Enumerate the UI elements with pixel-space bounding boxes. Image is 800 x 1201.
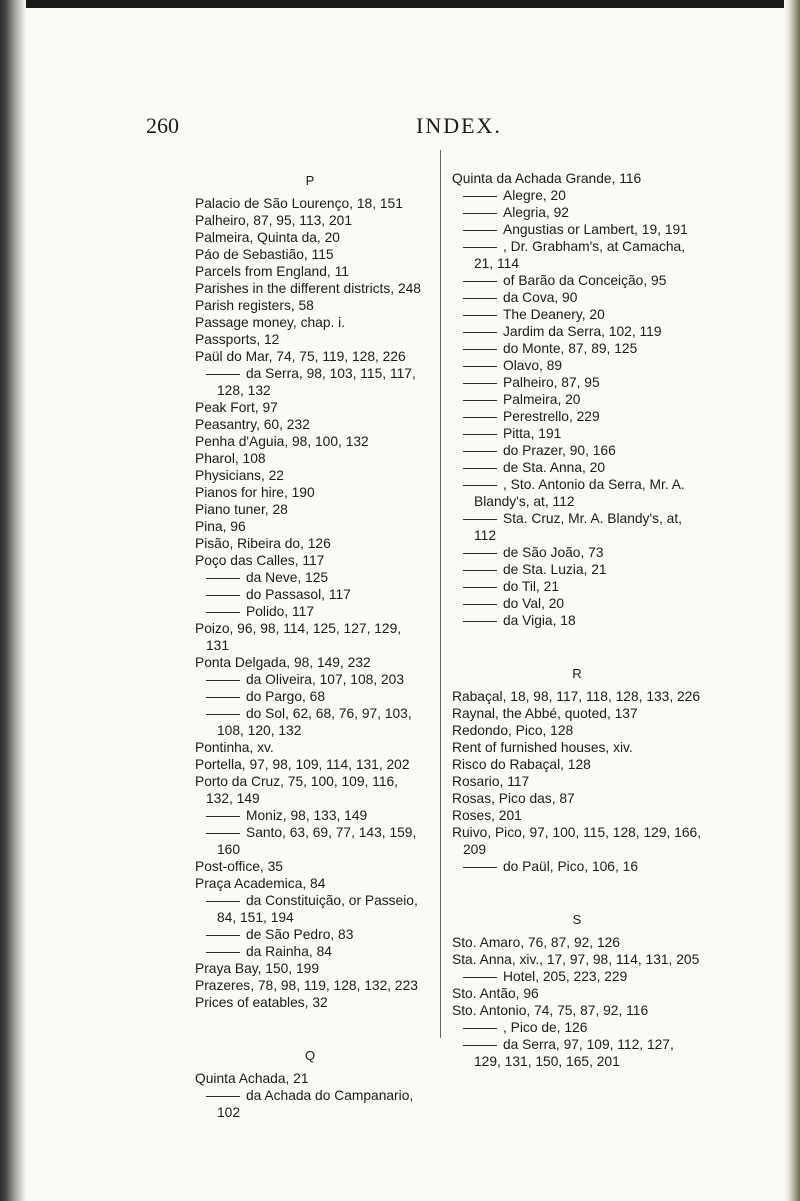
subentry-text: da Cova, 90 — [503, 290, 578, 305]
index-subentry — [452, 391, 702, 408]
subentry-text: do Passasol, 117 — [246, 587, 351, 602]
subentry-text: , Sto. Antonio da Serra, Mr. A. Blandy's, at, 112 — [474, 477, 685, 509]
repeat-dash — [463, 451, 497, 452]
subentry-text: do Til, 21 — [503, 579, 559, 594]
repeat-dash — [206, 935, 240, 936]
index-entry: Pharol, 108 — [195, 451, 266, 466]
index-entry: Porto da Cruz, 75, 100, 109, 116, 132, 149 — [195, 774, 398, 806]
repeat-dash — [463, 1028, 497, 1029]
repeat-dash — [206, 1096, 240, 1097]
index-entry: Post-office, 35 — [195, 859, 283, 874]
subentry-text: do Val, 20 — [503, 596, 565, 611]
index-subentry — [452, 221, 702, 238]
repeat-dash — [463, 621, 497, 622]
index-subentry — [452, 578, 702, 595]
subentry-text: Sta. Cruz, Mr. A. Blandy's, at, 112 — [474, 511, 682, 543]
index-subentry — [452, 238, 702, 272]
subentry-text: da Vigia, 18 — [503, 613, 576, 628]
index-entry: Passports, 12 — [195, 332, 280, 347]
index-subentry — [452, 323, 702, 340]
subentry-text: , Dr. Grabham's, at Camacha, 21, 114 — [474, 239, 686, 271]
repeat-dash — [463, 213, 497, 214]
index-subentry — [452, 968, 702, 985]
repeat-dash — [206, 952, 240, 953]
index-entry: Ponta Delgada, 98, 149, 232 — [195, 655, 371, 670]
index-entry: Penha d'Aguia, 98, 100, 132 — [195, 434, 369, 449]
index-entry: Risco do Rabaçal, 128 — [452, 757, 591, 772]
index-entry: Praya Bay, 150, 199 — [195, 961, 319, 976]
index-entry: Sto. Antão, 96 — [452, 986, 539, 1001]
repeat-dash — [463, 468, 497, 469]
page-number: 260 — [146, 113, 179, 138]
index-subentry — [452, 561, 702, 578]
repeat-dash — [206, 714, 240, 715]
index-subentry — [452, 425, 702, 442]
repeat-dash — [463, 519, 497, 520]
index-entry: Piano tuner, 28 — [195, 502, 288, 517]
subentry-text: da Neve, 125 — [246, 570, 329, 585]
index-subentry — [195, 603, 425, 620]
repeat-dash — [463, 570, 497, 571]
index-subentry — [452, 374, 702, 391]
section-gap — [452, 629, 702, 663]
index-subentry — [195, 365, 425, 399]
index-entry: Prazeres, 78, 98, 119, 128, 132, 223 — [195, 978, 418, 993]
index-entry: Quinta Achada, 21 — [195, 1071, 309, 1086]
section-gap — [195, 1011, 425, 1045]
index-subentry — [195, 586, 425, 603]
index-entry: Portella, 97, 98, 109, 114, 131, 202 — [195, 757, 410, 772]
index-subentry — [452, 1036, 702, 1070]
subentry-text: de Sta. Anna, 20 — [503, 460, 606, 475]
index-entry: Paül do Mar, 74, 75, 119, 128, 226 — [195, 349, 406, 364]
subentry-text: Moniz, 98, 133, 149 — [246, 808, 368, 823]
index-entry: Parish registers, 58 — [195, 298, 314, 313]
index-entry: Physicians, 22 — [195, 468, 284, 483]
index-subentry — [452, 408, 702, 425]
subentry-text: Pitta, 191 — [503, 426, 562, 441]
index-entry: Praça Academica, 84 — [195, 876, 326, 891]
subentry-text: , Pico de, 126 — [503, 1020, 588, 1035]
subentry-text: Alegria, 92 — [503, 205, 569, 220]
subentry-text: da Constituição, or Passeio, 84, 151, 194 — [217, 893, 418, 925]
page-title: INDEX. — [416, 113, 502, 138]
subentry-text: da Oliveira, 107, 108, 203 — [246, 672, 405, 687]
repeat-dash — [206, 816, 240, 817]
subentry-text: do Prazer, 90, 166 — [503, 443, 616, 458]
repeat-dash — [206, 612, 240, 613]
index-subentry — [195, 569, 425, 586]
repeat-dash — [463, 1045, 497, 1046]
repeat-dash — [463, 315, 497, 316]
index-subentry — [452, 858, 702, 875]
index-entry: Pianos for hire, 190 — [195, 485, 315, 500]
subentry-text: Alegre, 20 — [503, 188, 566, 203]
index-subentry — [195, 807, 425, 824]
index-subentry — [195, 943, 425, 960]
repeat-dash — [463, 485, 497, 486]
subentry-text: da Achada do Campanario, 102 — [217, 1088, 414, 1120]
index-entry: Pina, 96 — [195, 519, 246, 534]
index-entry: Rent of furnished houses, xiv. — [452, 740, 633, 755]
index-entry: Palacio de São Lourenço, 18, 151 — [195, 196, 403, 211]
index-subentry — [452, 289, 702, 306]
repeat-dash — [463, 867, 497, 868]
index-entry: Poizo, 96, 98, 114, 125, 127, 129, 131 — [195, 621, 402, 653]
subentry-text: da Serra, 98, 103, 115, 117, 128, 132 — [217, 366, 416, 398]
index-entry: Sto. Amaro, 76, 87, 92, 126 — [452, 935, 620, 950]
index-subentry — [452, 459, 702, 476]
index-subentry — [195, 705, 425, 739]
index-subentry — [452, 595, 702, 612]
section-letter: S — [572, 912, 582, 927]
subentry-text: The Deanery, 20 — [503, 307, 605, 322]
repeat-dash — [463, 400, 497, 401]
index-subentry — [452, 306, 702, 323]
index-entry: Sto. Antonio, 74, 75, 87, 92, 116 — [452, 1003, 649, 1018]
index-subentry — [195, 892, 425, 926]
index-column-left — [195, 170, 425, 1121]
column-divider — [440, 150, 441, 1038]
index-entry: Rabaçal, 18, 98, 117, 118, 128, 133, 226 — [452, 689, 701, 704]
subentry-text: do Pargo, 68 — [246, 689, 326, 704]
index-subentry — [452, 340, 702, 357]
repeat-dash — [463, 417, 497, 418]
index-subentry — [452, 510, 702, 544]
subentry-text: de Sta. Luzia, 21 — [503, 562, 607, 577]
index-entry: Páo de Sebastião, 115 — [195, 247, 334, 262]
repeat-dash — [463, 247, 497, 248]
section-letter: P — [305, 173, 315, 188]
repeat-dash — [463, 553, 497, 554]
subentry-text: do Monte, 87, 89, 125 — [503, 341, 638, 356]
subentry-text: da Serra, 97, 109, 112, 127, 129, 131, 150, 165, 201 — [474, 1037, 674, 1069]
index-entry: Ruivo, Pico, 97, 100, 115, 128, 129, 166, 209 — [452, 825, 702, 857]
index-subentry — [195, 926, 425, 943]
repeat-dash — [463, 434, 497, 435]
subentry-text: Hotel, 205, 223, 229 — [503, 969, 628, 984]
repeat-dash — [463, 349, 497, 350]
subentry-text: Santo, 63, 69, 77, 143, 159, 160 — [217, 825, 417, 857]
index-entry: Peasantry, 60, 232 — [195, 417, 310, 432]
index-subentry — [452, 204, 702, 221]
index-entry: Rosas, Pico das, 87 — [452, 791, 575, 806]
subentry-text: de São Pedro, 83 — [246, 927, 354, 942]
repeat-dash — [463, 230, 497, 231]
repeat-dash — [463, 281, 497, 282]
index-entry: Roses, 201 — [452, 808, 522, 823]
index-entry: Pisão, Ribeira do, 126 — [195, 536, 331, 551]
subentry-text: Polido, 117 — [246, 604, 315, 619]
section-letter: Q — [304, 1048, 316, 1063]
subentry-text: Palmeira, 20 — [503, 392, 581, 407]
index-subentry — [452, 476, 702, 510]
subentry-text: do Sol, 62, 68, 76, 97, 103, 108, 120, 132 — [217, 706, 412, 738]
repeat-dash — [463, 383, 497, 384]
index-entry: Palmeira, Quinta da, 20 — [195, 230, 340, 245]
repeat-dash — [206, 578, 240, 579]
repeat-dash — [206, 901, 240, 902]
index-entry: Parcels from England, 11 — [195, 264, 349, 279]
index-subentry — [195, 688, 425, 705]
index-subentry — [195, 1087, 425, 1121]
repeat-dash — [463, 587, 497, 588]
index-entry: Peak Fort, 97 — [195, 400, 278, 415]
index-column-right — [452, 170, 702, 1070]
subentry-text: Olavo, 89 — [503, 358, 563, 373]
subentry-text: da Rainha, 84 — [246, 944, 332, 959]
subentry-text: do Paül, Pico, 106, 16 — [503, 859, 638, 874]
index-entry: Quinta da Achada Grande, 116 — [452, 171, 642, 186]
repeat-dash — [463, 298, 497, 299]
index-entry: Pontinha, xv. — [195, 740, 274, 755]
index-entry: Sta. Anna, xiv., 17, 97, 98, 114, 131, 205 — [452, 952, 700, 967]
index-entry: Redondo, Pico, 128 — [452, 723, 574, 738]
subentry-text: Palheiro, 87, 95 — [503, 375, 600, 390]
index-entry: Rosario, 117 — [452, 774, 530, 789]
index-subentry — [195, 671, 425, 688]
page-right-edge — [784, 0, 800, 1201]
repeat-dash — [463, 604, 497, 605]
index-subentry — [452, 544, 702, 561]
repeat-dash — [206, 595, 240, 596]
section-letter: R — [572, 666, 582, 681]
index-entry: Palheiro, 87, 95, 113, 201 — [195, 213, 352, 228]
index-entry: Poço das Calles, 117 — [195, 553, 325, 568]
index-subentry — [452, 442, 702, 459]
index-subentry — [452, 357, 702, 374]
subentry-text: Jardim da Serra, 102, 119 — [503, 324, 662, 339]
repeat-dash — [463, 332, 497, 333]
index-entry: Parishes in the different districts, 248 — [195, 281, 421, 296]
index-subentry — [452, 1019, 702, 1036]
section-gap — [452, 875, 702, 909]
subentry-text: de São João, 73 — [503, 545, 604, 560]
index-subentry — [452, 272, 702, 289]
repeat-dash — [206, 374, 240, 375]
subentry-text: Perestrello, 229 — [503, 409, 600, 424]
subentry-text: of Barão da Conceição, 95 — [503, 273, 667, 288]
repeat-dash — [206, 680, 240, 681]
repeat-dash — [463, 196, 497, 197]
page-binding-shadow — [0, 0, 26, 1201]
index-subentry — [195, 824, 425, 858]
subentry-text: Angustias or Lambert, 19, 191 — [503, 222, 688, 237]
repeat-dash — [206, 833, 240, 834]
index-subentry — [452, 187, 702, 204]
repeat-dash — [463, 366, 497, 367]
index-entry: Prices of eatables, 32 — [195, 995, 328, 1010]
page-header — [0, 113, 800, 143]
index-entry: Raynal, the Abbé, quoted, 137 — [452, 706, 638, 721]
repeat-dash — [463, 977, 497, 978]
index-subentry — [452, 612, 702, 629]
repeat-dash — [206, 697, 240, 698]
page-top-edge — [0, 0, 800, 8]
index-entry: Passage money, chap. i. — [195, 315, 346, 330]
